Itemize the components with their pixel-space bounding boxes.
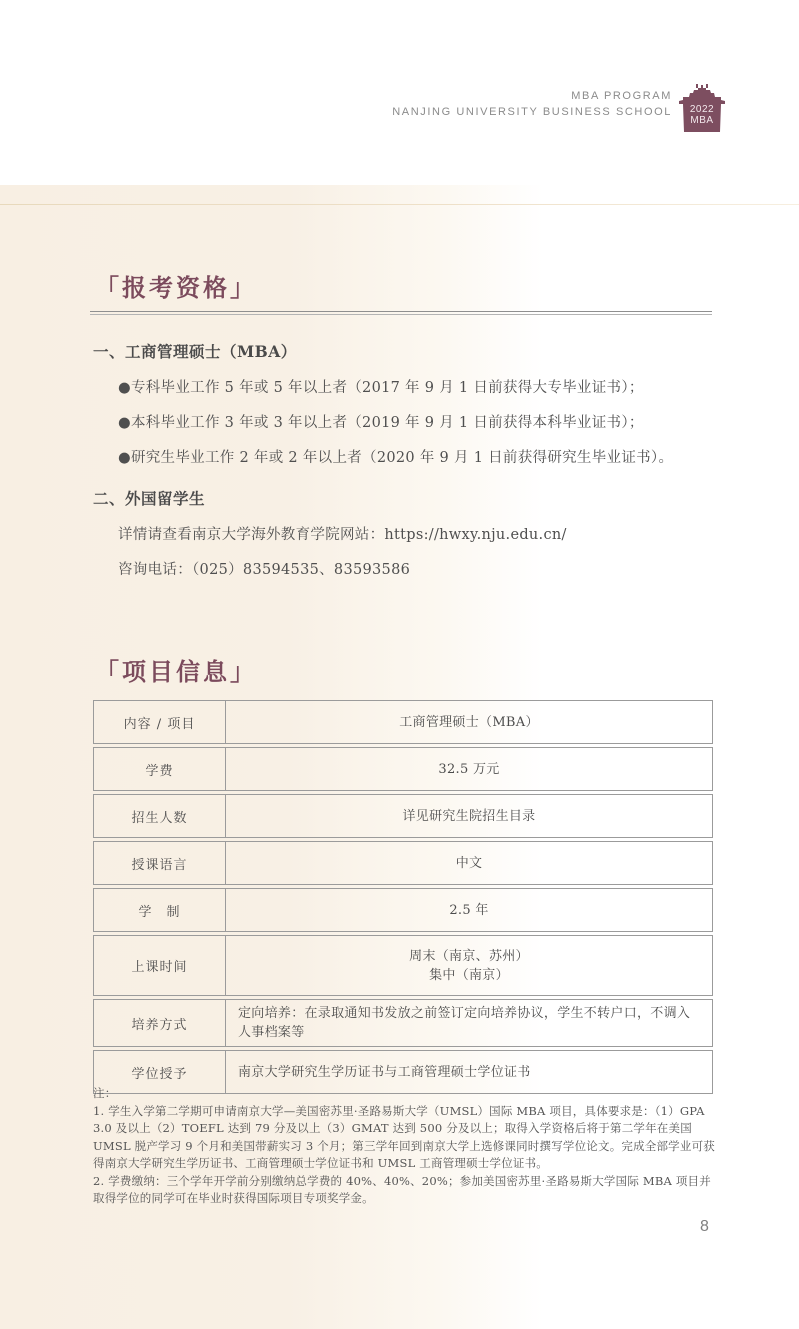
table-value-line: 定向培养：在录取通知书发放之前签订定向培养协议，学生不转户口，不调入人事档案等 (238, 1006, 691, 1040)
table-value-line: 工商管理硕士（MBA） (399, 714, 539, 730)
table-row-label: 学费 (94, 748, 226, 790)
table-value-line: 详见研究生院招生目录 (402, 808, 536, 824)
table-row-label: 招生人数 (94, 795, 226, 837)
table-row (93, 700, 713, 744)
band-divider-line (0, 204, 799, 205)
part2-heading: 二、外国留学生 (93, 489, 206, 508)
note-item: 1. 学生入学第二学期可申请南京大学—美国密苏里·圣路易斯大学（UMSL）国际 MBA 项目，具体要求是：（1）GPA 3.0 及以上（2）TOEFL 达到 79 分及以上（3）GMAT 达到 500 分及以上；取得入学资格后将于第二学年在美国 UMSL 脱产学习 9 个月和美国带薪实习 3 个月；第三学年回到南京大学上选修课同时撰写学位论文。完成全部学业可获得南京大学研究生学历证书、工商管理硕士学位证书和 UMSL 工商管理硕士学位证书。 (93, 1103, 715, 1170)
table-row-value (226, 701, 712, 743)
table-row-value (226, 936, 712, 995)
header-program-label: MBA PROGRAM (571, 90, 672, 102)
note-item: 2. 学费缴纳：三个学年开学前分别缴纳总学费的 40%、40%、20%；参加美国密苏里·圣路易斯大学国际 MBA 项目并取得学位的同学可在毕业时获得国际项目专项奖学金。 (93, 1173, 711, 1205)
notes-block (93, 1085, 717, 1208)
table-row-label: 授课语言 (94, 842, 226, 884)
table-row-label: 学 制 (94, 889, 226, 931)
table-value-line: 集中（南京） (429, 967, 509, 983)
qualification-bullets (118, 378, 673, 483)
info-line: 详情请查看南京大学海外教育学院网站：https://hwxy.nju.edu.cn/ (118, 527, 567, 543)
notes-label: 注： (93, 1086, 117, 1100)
title-double-rule (90, 311, 712, 315)
part1-heading: 一、工商管理硕士（MBA） (93, 342, 297, 361)
foreign-student-info-lines (118, 525, 567, 595)
program-info-title: 「项目信息」 (95, 657, 257, 686)
table-row (93, 747, 713, 791)
page-number: 8 (700, 1218, 709, 1235)
info-line: 咨询电话：（025）83594535、83593586 (118, 562, 411, 578)
table-row (93, 935, 713, 996)
table-value-line: 2.5 年 (449, 902, 489, 918)
qualifications-title: 「报考资格」 (95, 273, 257, 302)
qualification-bullet: ●本科毕业工作 3 年或 3 年以上者（2019 年 9 月 1 日前获得本科毕业证书）； (118, 415, 644, 431)
header-school-label: NANJING UNIVERSITY BUSINESS SCHOOL (392, 106, 672, 118)
table-row-value (226, 889, 712, 931)
school-gate-logo (677, 84, 727, 134)
header-wordmark (392, 88, 672, 120)
table-row-value (226, 1000, 712, 1046)
table-row-label: 培养方式 (94, 1000, 226, 1046)
table-value-line: 中文 (455, 855, 483, 871)
table-row (93, 841, 713, 885)
table-row-value (226, 748, 712, 790)
logo-year-text: 2022 MBA (689, 104, 715, 126)
table-row (93, 888, 713, 932)
table-value-line: 周末（南京、苏州） (409, 948, 529, 964)
qualification-bullet: ●专科毕业工作 5 年或 5 年以上者（2017 年 9 月 1 日前获得大专毕业证书）； (118, 380, 644, 396)
table-row-label: 上课时间 (94, 936, 226, 995)
table-row-value (226, 795, 712, 837)
table-row-label: 学位授予 (94, 1051, 226, 1093)
table-row (93, 999, 713, 1047)
table-value-line: 南京大学研究生学历证书与工商管理硕士学位证书 (238, 1064, 531, 1080)
table-row (93, 794, 713, 838)
table-value-line: 32.5 万元 (438, 761, 500, 777)
table-row-label: 内容 / 项目 (94, 701, 226, 743)
table-row-value (226, 842, 712, 884)
program-info-table (93, 700, 713, 1097)
qualification-bullet: ●研究生毕业工作 2 年或 2 年以上者（2020 年 9 月 1 日前获得研究生毕业证书）。 (118, 450, 674, 466)
